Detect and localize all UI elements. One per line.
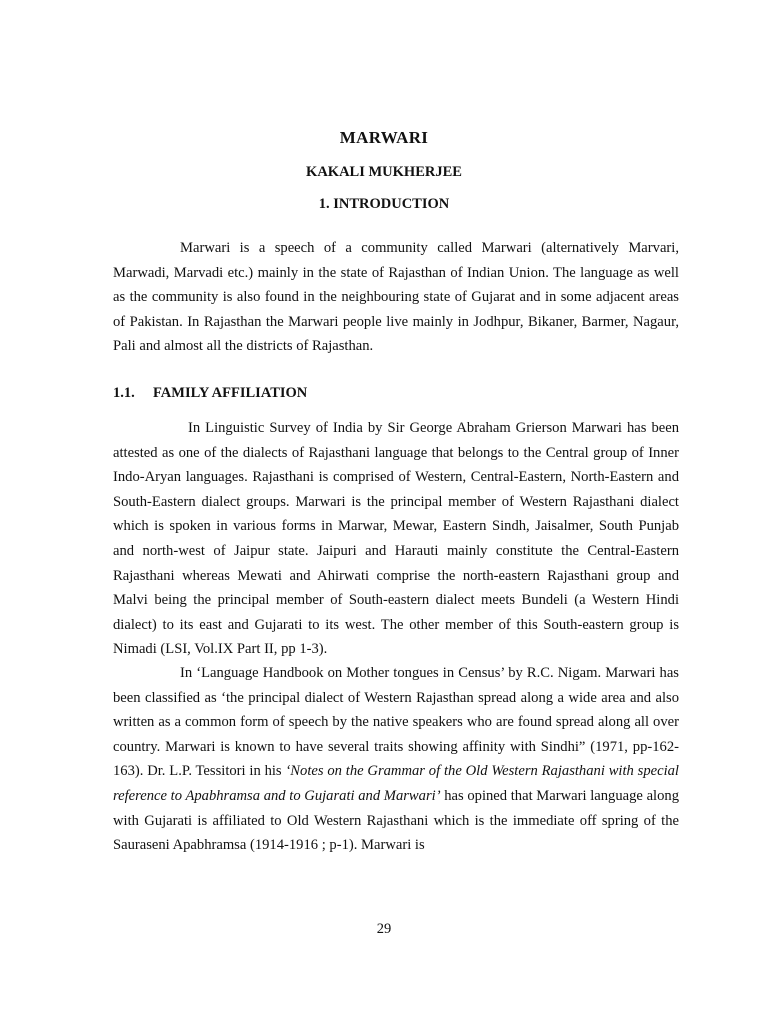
page-number: 29 bbox=[376, 921, 392, 937]
italic-citation: ‘Notes on the Grammar of the Old Western Rajasthani with special reference to Apabhramsa and to Gujarati and Marwari’ bbox=[113, 763, 679, 804]
family-paragraph-2 bbox=[113, 661, 679, 858]
intro-paragraph: Marwari is a speech of a community called Marwari (alternatively Marvari, Marwadi, Marvadi etc.) mainly in the state of Rajasthan of Indian Union. The language as well as the community is also found in the neighbouring state of Gujarat and in some adjacent areas of Pakistan. In Rajasthan the Marwari people live mainly in Jodhpur, Bikaner, Barmer, Nagaur, Pali and almost all the districts of Rajasthan. bbox=[113, 240, 679, 355]
paragraph-text-continued: has opined that Marwari language along with Gujarati is affiliated to Old Western Rajasthani which is the immediate off spring of the Sauraseni Apabhramsa (1914-1916 ; p-1). Marwari is bbox=[113, 787, 679, 854]
subsection-heading bbox=[113, 385, 307, 402]
document-title: MARWARI bbox=[339, 128, 429, 147]
section-heading: 1. INTRODUCTION bbox=[318, 196, 450, 212]
family-paragraph-1: In Linguistic Survey of India by Sir George Abraham Grierson Marwari has been attested as one of the dialects of Rajasthani language that belongs to the Central group of Inner Indo-Aryan languages. Rajasthani is comprised of Western, Central-Eastern, North-Eastern and South-Eastern dialect groups. Marwari is the principal member of Western Rajasthani dialect which is spoken in various forms in Marwar, Mewar, Eastern Sindh, Jaisalmer, South Punjab and north-west of Jaipur state. Jaipuri and Harauti mainly constitute the Central-Eastern Rajasthani whereas Mewati and Ahirwati comprise the north-eastern Rajasthani group and Malvi being the principal member of South-eastern dialect meets Bundeli (a Western Hindi dialect) to its east and Gujarati to its west. The other member of this South-eastern group is Nimadi (LSI, Vol.IX Part II, pp 1-3). bbox=[113, 420, 679, 658]
subsection-title: FAMILY AFFILIATION bbox=[153, 385, 308, 401]
subsection-number: 1.1. bbox=[113, 385, 135, 401]
author-name: KAKALI MUKHERJEE bbox=[306, 164, 462, 180]
paragraph-text: In ‘Language Handbook on Mother tongues in Census’ by R.C. Nigam. Marwari has been classified as ‘the principal dialect of Western Rajasthan spread along a wide area and also written as a common form of speech by the native speakers who are found spread along all over country. Marwari is known to have several traits showing affinity with Sindhi” (1971, pp-162-163). Dr. L.P. Tessitori in his bbox=[113, 665, 679, 780]
